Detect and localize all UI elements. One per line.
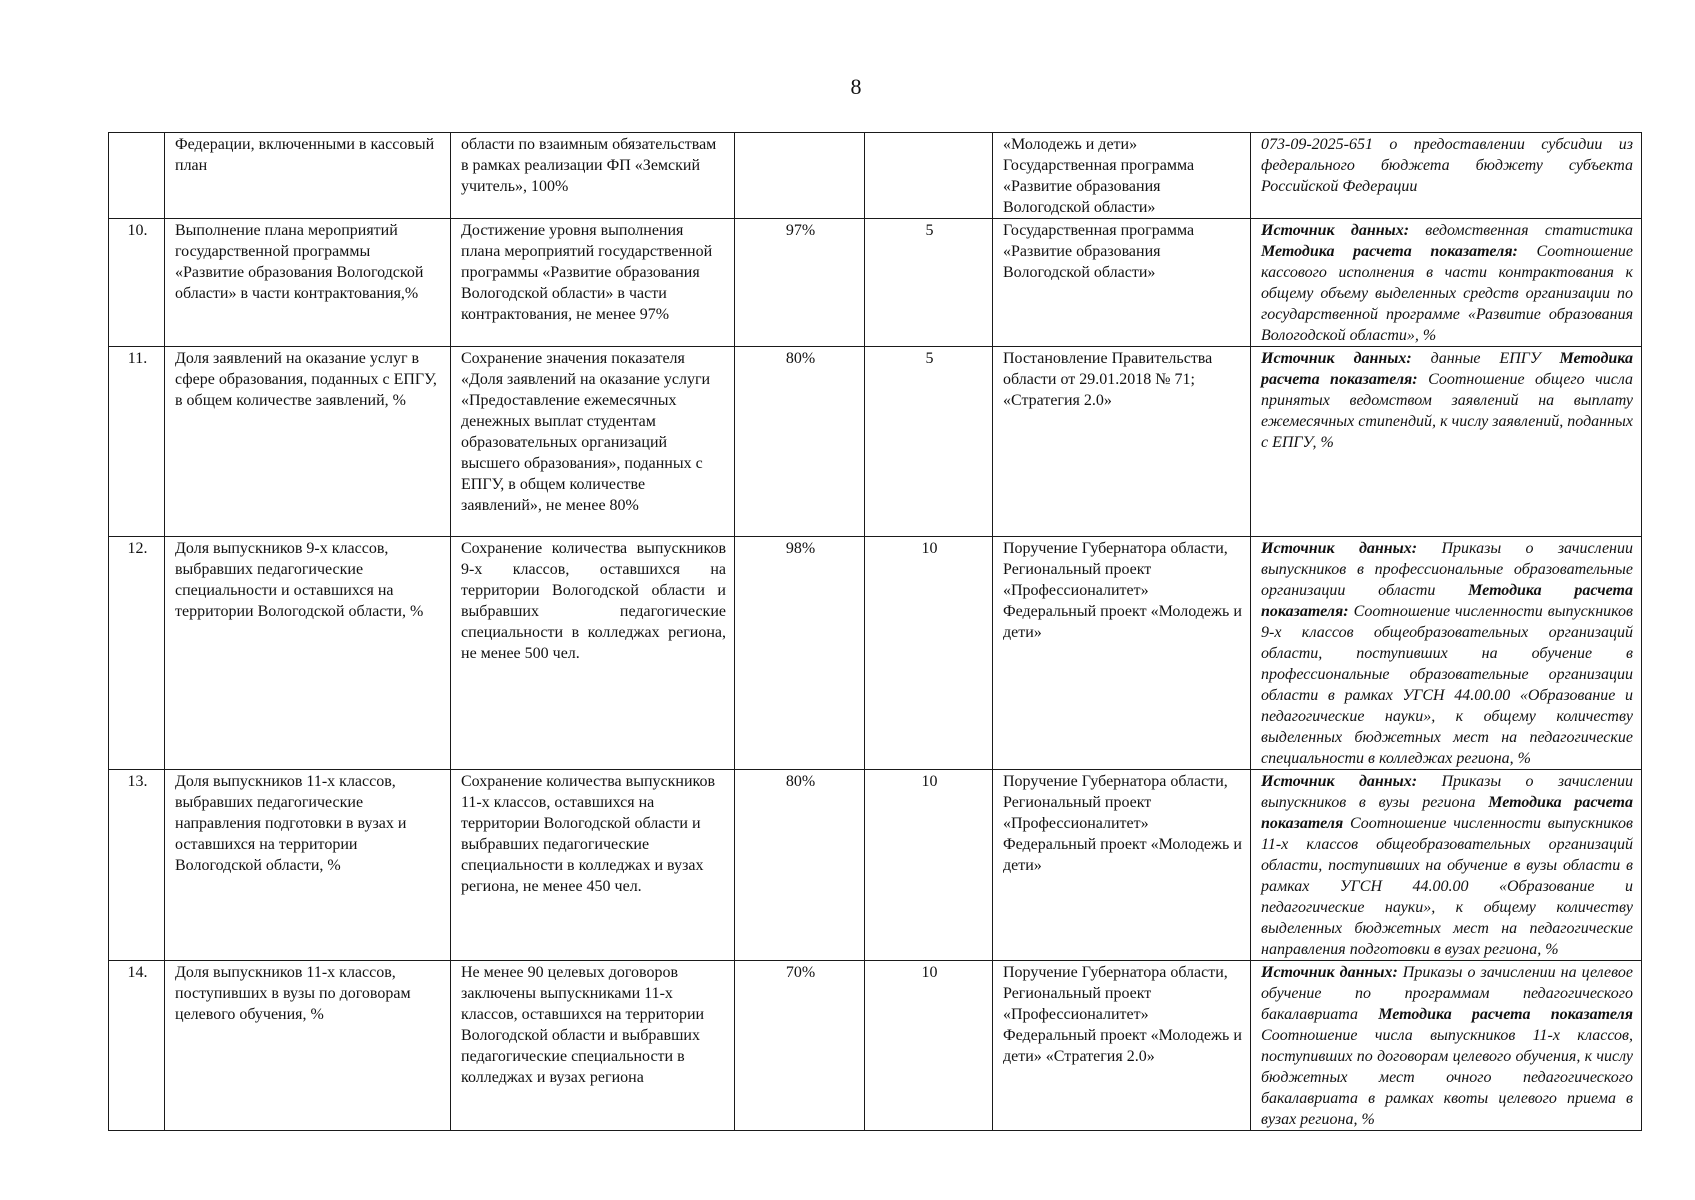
indicator-weight: 5: [865, 219, 993, 347]
indicator-target: Достижение уровня выполнения плана мероприятий государственной программы «Развитие образования Вологодской области» в части контрактования, не менее 97%: [451, 219, 735, 347]
indicator-method: [1251, 537, 1642, 770]
indicator-name: Доля выпускников 11-х классов, выбравших педагогические направления подготовки в вузах и оставшихся на территории Вологодской области, %: [165, 770, 451, 961]
row-number: [109, 133, 165, 219]
indicator-target: Не менее 90 целевых договоров заключены выпускниками 11-х классов, оставшихся на территории Вологодской области и выбравших педагогические специальности в колледжах и вузах региона: [451, 961, 735, 1131]
source-text: Приказы о зачислении выпускников в вузы региона: [1261, 773, 1633, 811]
indicator-weight: 10: [865, 961, 993, 1131]
indicator-name: Доля выпускников 11-х классов, поступивших в вузы по договорам целевого обучения, %: [165, 961, 451, 1131]
indicator-target: области по взаимным обязательствам в рамках реализации ФП «Земский учитель», 100%: [451, 133, 735, 219]
indicator-value: 80%: [735, 347, 865, 537]
indicator-method: [1251, 347, 1642, 537]
indicator-method: [1251, 133, 1642, 219]
source-text: ведомственная статистика: [1409, 222, 1633, 239]
indicator-basis: «Молодежь и дети» Государственная программа «Развитие образования Вологодской области»: [993, 133, 1251, 219]
row-number: 13.: [109, 770, 165, 961]
indicator-value: 70%: [735, 961, 865, 1131]
table-row: [109, 770, 1642, 961]
indicator-weight: [865, 133, 993, 219]
indicators-table: [108, 132, 1642, 1131]
indicator-value: 80%: [735, 770, 865, 961]
source-label: Источник данных:: [1261, 350, 1412, 367]
method-label: Методика расчета показателя:: [1261, 350, 1633, 388]
indicator-method: [1251, 770, 1642, 961]
indicator-weight: 5: [865, 347, 993, 537]
indicator-basis: Постановление Правительства области от 29.01.2018 № 71; «Стратегия 2.0»: [993, 347, 1251, 537]
source-label: Источник данных:: [1261, 964, 1398, 981]
indicator-weight: 10: [865, 537, 993, 770]
method-text: Соотношение общего числа принятых ведомством заявлений на выплату ежемесячных стипендий, к числу заявлений, поданных с ЕПГУ, %: [1261, 371, 1633, 451]
indicator-value: 97%: [735, 219, 865, 347]
source-text: 073-09-2025-651 о предоставлении субсидии из федерального бюджета бюджету субъекта Российской Федерации: [1261, 136, 1633, 195]
table-row: [109, 961, 1642, 1131]
source-text: Приказы о зачислении выпускников в профессиональные образовательные организации области: [1261, 540, 1633, 599]
indicator-basis: Государственная программа «Развитие образования Вологодской области»: [993, 219, 1251, 347]
source-text: данные ЕПГУ: [1411, 350, 1560, 367]
table-row: [109, 219, 1642, 347]
method-label: Методика расчета показателя:: [1261, 243, 1518, 260]
indicator-basis: Поручение Губернатора области, Региональный проект «Профессионалитет» Федеральный проект «Молодежь и дети»: [993, 770, 1251, 961]
indicator-method: [1251, 219, 1642, 347]
row-number: 11.: [109, 347, 165, 537]
method-label: Методика расчета показателя:: [1261, 582, 1633, 620]
indicator-value: 98%: [735, 537, 865, 770]
method-text: Соотношение численности выпускников 11-х классов общеобразовательных организаций области, поступивших на обучение в вузы области в рамках УГСН 44.00.00 «Образование и педагогические науки», к общему количеству выделенных бюджетных мест на педагогические направления подготовки в вузах региона, %: [1261, 815, 1633, 958]
source-label: Источник данных:: [1261, 540, 1418, 557]
indicator-basis: Поручение Губернатора области, Региональный проект «Профессионалитет» Федеральный проект «Молодежь и дети»: [993, 537, 1251, 770]
source-text: Приказы о зачислении на целевое обучение по программам педагогического бакалавриата: [1261, 964, 1633, 1023]
row-number: 10.: [109, 219, 165, 347]
page-number: 8: [850, 74, 862, 99]
table-row: [109, 537, 1642, 770]
method-label: Методика расчета показателя: [1378, 1006, 1634, 1023]
method-text: Соотношение кассового исполнения в части контрактования к общему объему выделенных средств организации по государственной программе «Развитие образования Вологодской области», %: [1261, 243, 1633, 344]
indicator-name: Доля выпускников 9-х классов, выбравших педагогические специальности и оставшихся на территории Вологодской области, %: [165, 537, 451, 770]
indicator-target: Сохранение количества выпускников 9-х классов, оставшихся на территории Вологодской области и выбравших педагогические специальности в колледжах региона, не менее 500 чел.: [451, 537, 735, 770]
indicator-target: Сохранение количества выпускников 11-х классов, оставшихся на территории Вологодской области и выбравших педагогические специальности в колледжах и вузах региона, не менее 450 чел.: [451, 770, 735, 961]
indicator-name: Федерации, включенными в кассовый план: [165, 133, 451, 219]
source-label: Источник данных:: [1261, 773, 1418, 790]
method-text: Соотношение числа выпускников 11-х классов, поступивших по договорам целевого обучения, к числу бюджетных мест очного педагогического бакалавриата в рамках квоты целевого приема в вузах региона, %: [1261, 1027, 1633, 1128]
row-number: 12.: [109, 537, 165, 770]
table-row: [109, 133, 1642, 219]
indicator-weight: 10: [865, 770, 993, 961]
indicator-name: Выполнение плана мероприятий государственной программы «Развитие образования Вологодской области» в части контрактования,%: [165, 219, 451, 347]
indicator-method: [1251, 961, 1642, 1131]
indicator-basis: Поручение Губернатора области, Региональный проект «Профессионалитет» Федеральный проект «Молодежь и дети» «Стратегия 2.0»: [993, 961, 1251, 1131]
method-label: Методика расчета показателя: [1261, 794, 1633, 832]
indicator-target: Сохранение значения показателя «Доля заявлений на оказание услуги «Предоставление ежемесячных денежных выплат студентам образовательных организаций высшего образования», поданных с ЕПГУ, в общем количестве заявлений», не менее 80%: [451, 347, 735, 537]
row-number: 14.: [109, 961, 165, 1131]
method-text: Соотношение численности выпускников 9-х классов общеобразовательных организаций области, поступивших на обучение в профессиональные образовательные организации области в рамках УГСН 44.00.00 «Образование и педагогические науки», к общему количеству выделенных бюджетных мест на педагогические специальности в колледжах региона, %: [1261, 603, 1633, 767]
source-label: Источник данных:: [1261, 222, 1410, 239]
indicator-value: [735, 133, 865, 219]
indicator-name: Доля заявлений на оказание услуг в сфере образования, поданных с ЕПГУ, в общем количестве заявлений, %: [165, 347, 451, 537]
table-row: [109, 347, 1642, 537]
